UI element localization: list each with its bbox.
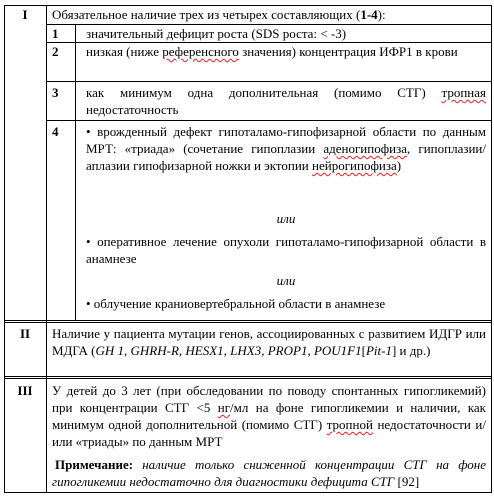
criterion-3-spellmark: тропная [441, 85, 486, 100]
section-iii-label: III [17, 383, 33, 398]
section-i-intro-end: ): [377, 7, 386, 22]
criterion-2-text-a: низкая (ниже [86, 44, 163, 59]
note-text: наличие только сниженной концентрации СТГ на фоне гипогликемии недостаточно для диагностики дефицита СТГ [52, 457, 486, 489]
section-iii-note [52, 456, 486, 490]
bullet-1-text-b: , гипоплазии/аплазии гипофизарной ножки и эктопии [86, 141, 486, 173]
criterion-2-text-b: значения) концентрация ИФР1 в крови [238, 44, 458, 59]
criterion-2-number: 2 [52, 44, 59, 59]
bullet-1-text-a: • врожденный дефект гипоталамо-гипофизарной области по данным МРТ: «триада» (сочетание гипоплазии [86, 124, 486, 156]
criterion-4-bullet-1 [86, 123, 486, 174]
criterion-4-bullet-3: • облучение краниовертебральной области в анамнезе [86, 296, 386, 311]
section-iii-unit: нг [217, 400, 231, 415]
rule-sec3-double [4, 378, 492, 379]
section-ii-text-c: ] и др.) [391, 343, 431, 358]
criterion-2-spellmark: референсного [162, 44, 239, 59]
section-ii-text-b: [ [361, 343, 366, 358]
criterion-4-bullet-2: • оперативное лечение опухоли гипоталамо-гипофизарной области в анамнезе [86, 234, 486, 266]
criterion-4-number: 4 [52, 124, 59, 139]
criterion-1-number: 1 [52, 26, 59, 41]
section-iii-spellmark: тропной [326, 417, 373, 432]
rule-sec2 [4, 320, 492, 321]
bullet-1-spellmark-1: аденогипофиза [323, 141, 407, 156]
rule-col1 [46, 5, 47, 493]
section-iii-text-b: /мл на фоне гипогликемии и наличии, как минимум одной дополнительной (помимо СТГ) [52, 400, 487, 432]
section-ii-pit: Pit-1 [365, 343, 392, 358]
criterion-2-text [86, 43, 486, 60]
section-ii-text-a: Наличие у пациента мутации генов, ассоциированных с развитием ИДГР или МДГА ( [52, 326, 486, 358]
section-ii-text [52, 325, 486, 359]
rule-right [491, 5, 492, 493]
criterion-4-or-1: или [276, 211, 296, 226]
criterion-4-or-2: или [276, 273, 296, 288]
section-iii-text-c: недостаточности и/или «триады» по данным МРТ [52, 417, 486, 449]
criterion-3-text [86, 84, 486, 118]
bullet-1-text-c: ) [396, 158, 402, 173]
section-i-intro [52, 6, 488, 23]
section-i-label: I [22, 7, 28, 22]
criterion-3-number: 3 [52, 85, 59, 100]
rule-left [4, 5, 5, 493]
rule-row3 [46, 81, 492, 82]
section-ii-genes: GH 1, GHRH-R, HESX1, LHX3, PROP1, POU1F1 [95, 343, 362, 358]
rule-col2 [75, 24, 76, 321]
criterion-3-text-b: недостаточность [86, 102, 179, 117]
section-i-intro-range: 1-4 [360, 7, 378, 22]
criterion-3-text-a: как минимум одна дополнительная (помимо СТГ) [86, 85, 442, 100]
note-reference: [92] [394, 474, 420, 489]
rule-sec2-double [4, 322, 492, 323]
note-label: Примечание: [55, 457, 134, 472]
section-ii-label: II [19, 326, 31, 341]
rule-sec3 [4, 376, 492, 377]
section-iii-text [52, 382, 486, 450]
bullet-1-spellmark-2: нейрогипофиза [312, 158, 397, 173]
criterion-1-text: значительный дефицит роста (SDS роста: < -3) [86, 26, 347, 41]
rule-row4 [46, 120, 492, 121]
section-iii-text-a: У детей до 3 лет (при обследовании по поводу спонтанных гипогликемий) при концентрации СТГ <5 [52, 383, 486, 415]
section-i-intro-text: Обязательное наличие трех из четырех составляющих ( [52, 7, 361, 22]
rule-bottom [4, 492, 492, 493]
